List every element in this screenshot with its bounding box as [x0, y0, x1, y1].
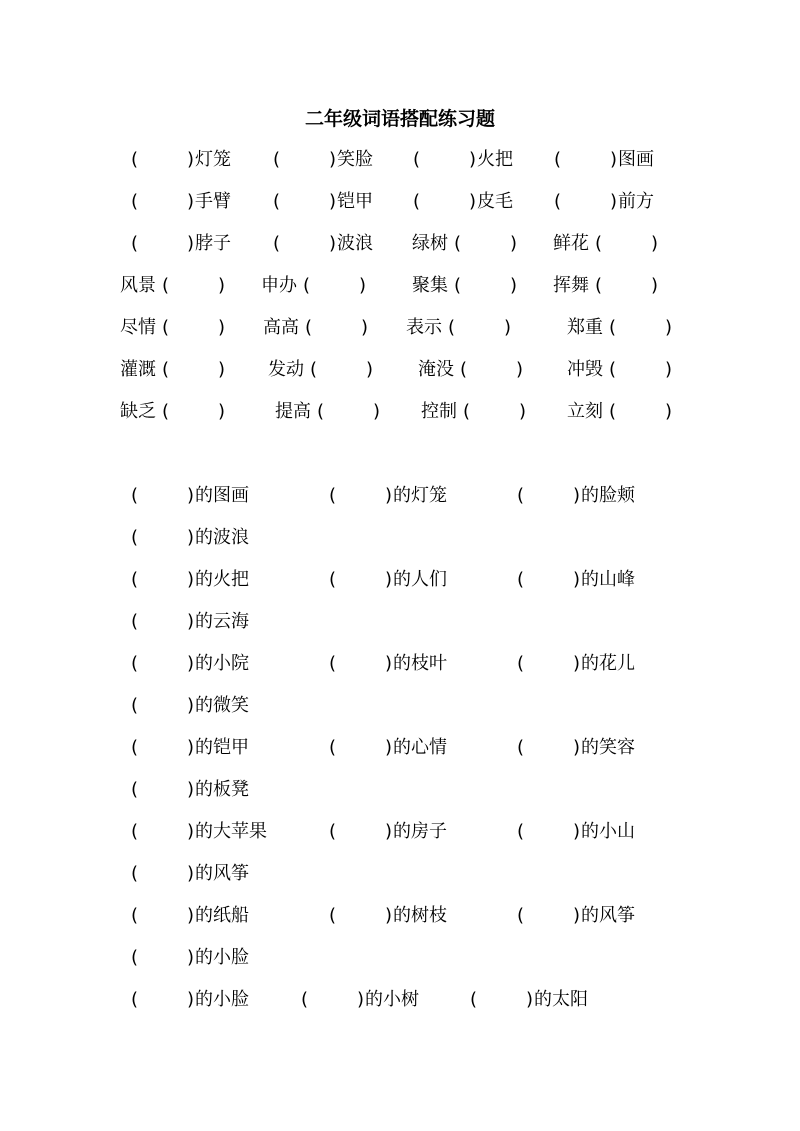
paren: ): [372, 401, 381, 422]
paren: ): [217, 317, 226, 338]
word-text: 缺乏: [120, 401, 156, 422]
paren: ): [186, 149, 195, 170]
word-item: [130, 147, 231, 173]
paren: ): [186, 905, 195, 926]
paren: (: [608, 359, 617, 380]
paren: ): [356, 989, 365, 1010]
paren: ): [186, 611, 195, 632]
paren: (: [309, 359, 318, 380]
word-item: [120, 399, 226, 425]
word-item: [412, 147, 513, 173]
paren: ): [217, 359, 226, 380]
phrase-text: 的波浪: [195, 527, 249, 548]
paren: ): [572, 653, 581, 674]
paren: (: [516, 569, 525, 590]
paren: ): [650, 233, 659, 254]
paren: ): [664, 317, 673, 338]
phrase-item: [516, 819, 635, 845]
word-text: 前方: [618, 191, 654, 212]
paren: (: [328, 737, 337, 758]
phrase-text: 的板凳: [195, 779, 249, 800]
paren: ): [186, 863, 195, 884]
paren: (: [130, 947, 139, 968]
word-item: [263, 315, 369, 341]
phrase-text: 的火把: [195, 569, 249, 590]
paren: (: [553, 149, 562, 170]
phrase-item: [130, 651, 249, 677]
phrase-item: [516, 903, 635, 929]
phrase-row: [0, 777, 800, 803]
paren: ): [609, 149, 618, 170]
paren: ): [384, 653, 393, 674]
phrase-text: 的太阳: [534, 989, 588, 1010]
paren: (: [130, 191, 139, 212]
paren: (: [272, 233, 281, 254]
word-text: 皮毛: [477, 191, 513, 212]
paren: (: [130, 779, 139, 800]
paren: (: [130, 485, 139, 506]
word-text: 手臂: [195, 191, 231, 212]
phrase-row: [0, 525, 800, 551]
word-item: [553, 231, 659, 257]
phrase-item: [130, 945, 249, 971]
word-item: [553, 273, 659, 299]
word-text: 风景: [120, 275, 156, 296]
word-item: [406, 315, 512, 341]
paren: ): [217, 401, 226, 422]
paren: ): [572, 737, 581, 758]
paren: ): [509, 233, 518, 254]
phrase-text: 的小山: [581, 821, 635, 842]
phrase-text: 的灯笼: [393, 485, 447, 506]
paren: ): [186, 779, 195, 800]
paren: (: [161, 275, 170, 296]
page-title: 二年级词语搭配练习题: [304, 108, 495, 130]
phrase-item: [130, 567, 249, 593]
paren: (: [302, 275, 311, 296]
word-row: [0, 273, 800, 299]
paren: (: [130, 149, 139, 170]
phrase-text: 的枝叶: [393, 653, 447, 674]
paren: (: [516, 653, 525, 674]
word-text: 绿树: [412, 233, 448, 254]
paren: ): [572, 905, 581, 926]
paren: ): [384, 821, 393, 842]
paren: ): [365, 359, 374, 380]
paren: (: [130, 863, 139, 884]
paren: (: [161, 401, 170, 422]
paren: ): [360, 317, 369, 338]
paren: ): [328, 149, 337, 170]
word-item: [130, 189, 231, 215]
paren: (: [328, 569, 337, 590]
phrase-item: [516, 483, 635, 509]
phrase-item: [328, 903, 447, 929]
phrase-row: [0, 861, 800, 887]
paren: (: [130, 737, 139, 758]
paren: ): [384, 737, 393, 758]
word-row: [0, 315, 800, 341]
paren: (: [161, 359, 170, 380]
paren: (: [130, 905, 139, 926]
phrase-item: [328, 651, 447, 677]
phrase-item: [328, 483, 447, 509]
phrase-item: [516, 651, 635, 677]
paren: (: [272, 149, 281, 170]
paren: ): [572, 569, 581, 590]
word-text: 火把: [477, 149, 513, 170]
phrase-text: 的房子: [393, 821, 447, 842]
paren: (: [300, 989, 309, 1010]
word-text: 表示: [406, 317, 442, 338]
paren: ): [664, 401, 673, 422]
paren: ): [328, 233, 337, 254]
paren: ): [186, 947, 195, 968]
paren: (: [608, 317, 617, 338]
paren: ): [358, 275, 367, 296]
phrase-item: [130, 861, 249, 887]
word-item: [412, 231, 518, 257]
word-text: 淹没: [418, 359, 454, 380]
word-text: 发动: [268, 359, 304, 380]
word-item: [421, 399, 527, 425]
word-item: [418, 357, 524, 383]
paren: (: [130, 527, 139, 548]
word-item: [272, 147, 373, 173]
phrase-item: [328, 735, 447, 761]
paren: ): [468, 191, 477, 212]
word-row: [0, 357, 800, 383]
phrase-row: [0, 945, 800, 971]
paren: (: [412, 191, 421, 212]
phrase-item: [469, 987, 588, 1013]
word-item: [120, 315, 226, 341]
paren: ): [664, 359, 673, 380]
phrase-text: 的纸船: [195, 905, 249, 926]
word-text: 笑脸: [337, 149, 373, 170]
word-item: [567, 315, 673, 341]
paren: ): [186, 989, 195, 1010]
phrase-item: [130, 693, 249, 719]
paren: (: [594, 275, 603, 296]
phrase-item: [130, 777, 249, 803]
word-row: [0, 399, 800, 425]
paren: (: [459, 359, 468, 380]
word-item: [261, 273, 367, 299]
phrase-item: [300, 987, 419, 1013]
word-item: [567, 357, 673, 383]
paren: (: [553, 191, 562, 212]
word-item: [553, 147, 654, 173]
paren: ): [572, 485, 581, 506]
paren: (: [130, 821, 139, 842]
paren: ): [186, 485, 195, 506]
word-item: [553, 189, 654, 215]
word-row: [0, 231, 800, 257]
word-item: [272, 189, 373, 215]
word-item: [567, 399, 673, 425]
word-text: 控制: [421, 401, 457, 422]
word-row: [0, 189, 800, 215]
paren: ): [186, 821, 195, 842]
phrase-item: [328, 567, 447, 593]
phrase-item: [516, 735, 635, 761]
paren: (: [304, 317, 313, 338]
word-item: [412, 189, 513, 215]
paren: (: [328, 485, 337, 506]
word-text: 申办: [261, 275, 297, 296]
phrase-text: 的风筝: [195, 863, 249, 884]
word-text: 高高: [263, 317, 299, 338]
phrase-item: [328, 819, 447, 845]
word-item: [130, 231, 231, 257]
phrase-row: [0, 483, 800, 509]
word-item: [120, 273, 226, 299]
paren: ): [515, 359, 524, 380]
phrase-text: 的图画: [195, 485, 249, 506]
word-text: 灯笼: [195, 149, 231, 170]
phrase-item: [130, 735, 249, 761]
phrase-item: [516, 567, 635, 593]
paren: ): [572, 821, 581, 842]
word-item: [120, 357, 226, 383]
phrase-row: [0, 735, 800, 761]
phrase-text: 的山峰: [581, 569, 635, 590]
paren: ): [186, 653, 195, 674]
paren: (: [130, 653, 139, 674]
paren: (: [447, 317, 456, 338]
phrase-text: 的大苹果: [195, 821, 267, 842]
paren: (: [462, 401, 471, 422]
paren: ): [509, 275, 518, 296]
phrase-row: [0, 693, 800, 719]
phrase-text: 的小脸: [195, 989, 249, 1010]
paren: ): [186, 695, 195, 716]
paren: (: [516, 905, 525, 926]
phrase-row: [0, 819, 800, 845]
paren: ): [384, 569, 393, 590]
phrase-row: [0, 903, 800, 929]
phrase-item: [130, 903, 249, 929]
word-text: 立刻: [567, 401, 603, 422]
phrase-row: [0, 567, 800, 593]
paren: ): [518, 401, 527, 422]
paren: (: [328, 821, 337, 842]
phrase-text: 的笑容: [581, 737, 635, 758]
paren: (: [130, 695, 139, 716]
paren: ): [186, 191, 195, 212]
phrase-item: [130, 987, 249, 1013]
word-text: 冲毁: [567, 359, 603, 380]
phrase-item: [130, 819, 267, 845]
paren: ): [525, 989, 534, 1010]
word-text: 鲜花: [553, 233, 589, 254]
phrase-text: 的小树: [365, 989, 419, 1010]
paren: (: [453, 275, 462, 296]
phrase-text: 的铠甲: [195, 737, 249, 758]
paren: (: [130, 989, 139, 1010]
phrase-row: [0, 651, 800, 677]
phrase-text: 的人们: [393, 569, 447, 590]
paren: (: [130, 569, 139, 590]
word-text: 图画: [618, 149, 654, 170]
paren: ): [186, 233, 195, 254]
paren: (: [130, 233, 139, 254]
phrase-text: 的小脸: [195, 947, 249, 968]
paren: ): [650, 275, 659, 296]
word-text: 灌溉: [120, 359, 156, 380]
phrase-text: 的花儿: [581, 653, 635, 674]
word-row: [0, 147, 800, 173]
word-item: [268, 357, 374, 383]
word-text: 聚集: [412, 275, 448, 296]
paren: (: [516, 821, 525, 842]
word-item: [275, 399, 381, 425]
phrase-text: 的脸颊: [581, 485, 635, 506]
word-text: 脖子: [195, 233, 231, 254]
paren: (: [328, 905, 337, 926]
word-item: [412, 273, 518, 299]
phrase-item: [130, 483, 249, 509]
paren: ): [503, 317, 512, 338]
paren: (: [608, 401, 617, 422]
phrase-item: [130, 525, 249, 551]
phrase-text: 的微笑: [195, 695, 249, 716]
paren: ): [384, 905, 393, 926]
paren: ): [186, 737, 195, 758]
paren: ): [186, 527, 195, 548]
paren: ): [186, 569, 195, 590]
word-text: 波浪: [337, 233, 373, 254]
paren: ): [217, 275, 226, 296]
paren: ): [384, 485, 393, 506]
paren: (: [469, 989, 478, 1010]
paren: ): [328, 191, 337, 212]
paren: (: [316, 401, 325, 422]
paren: (: [130, 611, 139, 632]
phrase-text: 的树枝: [393, 905, 447, 926]
word-text: 铠甲: [337, 191, 373, 212]
paren: (: [412, 149, 421, 170]
phrase-row: [0, 987, 800, 1013]
phrase-text: 的心情: [393, 737, 447, 758]
word-text: 尽情: [120, 317, 156, 338]
phrase-text: 的小院: [195, 653, 249, 674]
word-text: 郑重: [567, 317, 603, 338]
phrase-item: [130, 609, 249, 635]
paren: (: [594, 233, 603, 254]
paren: (: [328, 653, 337, 674]
paren: (: [516, 737, 525, 758]
word-text: 挥舞: [553, 275, 589, 296]
phrase-text: 的风筝: [581, 905, 635, 926]
phrase-text: 的云海: [195, 611, 249, 632]
phrase-row: [0, 609, 800, 635]
paren: (: [516, 485, 525, 506]
paren: (: [453, 233, 462, 254]
paren: ): [468, 149, 477, 170]
paren: (: [161, 317, 170, 338]
word-text: 提高: [275, 401, 311, 422]
word-item: [272, 231, 373, 257]
paren: ): [609, 191, 618, 212]
paren: (: [272, 191, 281, 212]
